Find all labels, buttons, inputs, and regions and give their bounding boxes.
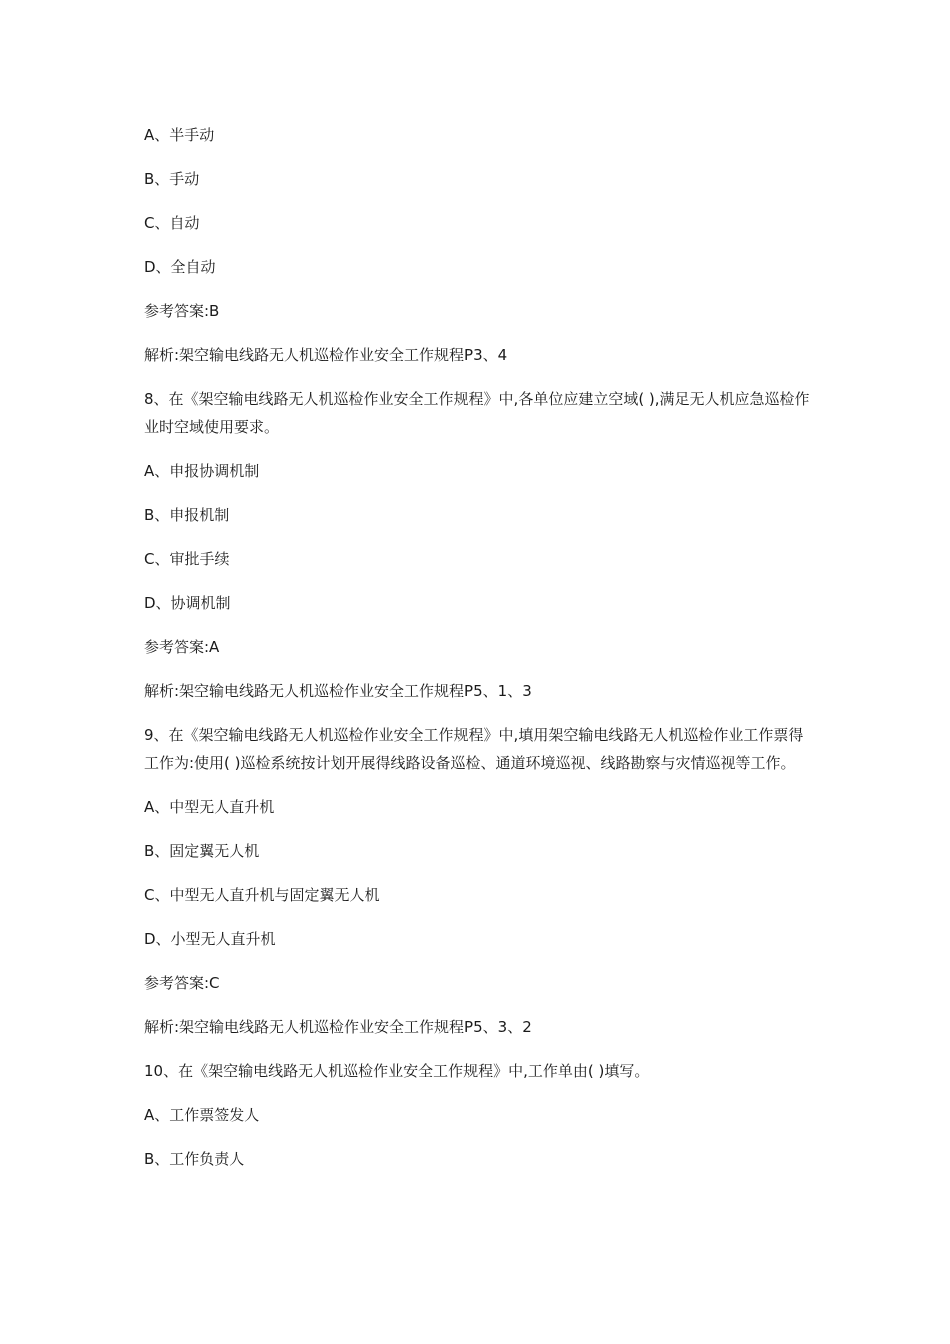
document-body	[144, 121, 814, 1189]
q8-option-a: A、申报协调机制	[144, 462, 260, 480]
q10-question: 10、在《架空输电线路无人机巡检作业安全工作规程》中,工作单由( )填写。	[144, 1062, 650, 1080]
q7-option-b: B、手动	[144, 170, 200, 188]
q9-analysis: 解析:架空输电线路无人机巡检作业安全工作规程P5、3、2	[144, 1018, 532, 1036]
q10-option-a: A、工作票签发人	[144, 1106, 260, 1124]
q8-analysis: 解析:架空输电线路无人机巡检作业安全工作规程P5、1、3	[144, 682, 532, 700]
q8-option-c: C、审批手续	[144, 550, 230, 568]
q7-answer: 参考答案:B	[144, 302, 220, 320]
q8-option-d: D、协调机制	[144, 594, 231, 612]
q10-option-b: B、工作负责人	[144, 1150, 245, 1168]
q7-analysis: 解析:架空输电线路无人机巡检作业安全工作规程P3、4	[144, 346, 508, 364]
q9-option-c: C、中型无人直升机与固定翼无人机	[144, 886, 380, 904]
q8-option-b: B、申报机制	[144, 506, 230, 524]
q9-option-d: D、小型无人直升机	[144, 930, 276, 948]
q8-question: 8、在《架空输电线路无人机巡检作业安全工作规程》中,各单位应建立空域( ),满足无人机应急巡检作业时空域使用要求。	[144, 390, 810, 436]
q9-answer: 参考答案:C	[144, 974, 220, 992]
q9-question: 9、在《架空输电线路无人机巡检作业安全工作规程》中,填用架空输电线路无人机巡检作业工作票得工作为:使用( )巡检系统按计划开展得线路设备巡检、通道环境巡视、线路勘察与灾情巡视等工作。	[144, 726, 804, 772]
q7-option-d: D、全自动	[144, 258, 216, 276]
q8-answer: 参考答案:A	[144, 638, 220, 656]
q7-option-c: C、自动	[144, 214, 200, 232]
q9-option-b: B、固定翼无人机	[144, 842, 260, 860]
q9-option-a: A、中型无人直升机	[144, 798, 275, 816]
q7-option-a: A、半手动	[144, 126, 215, 144]
